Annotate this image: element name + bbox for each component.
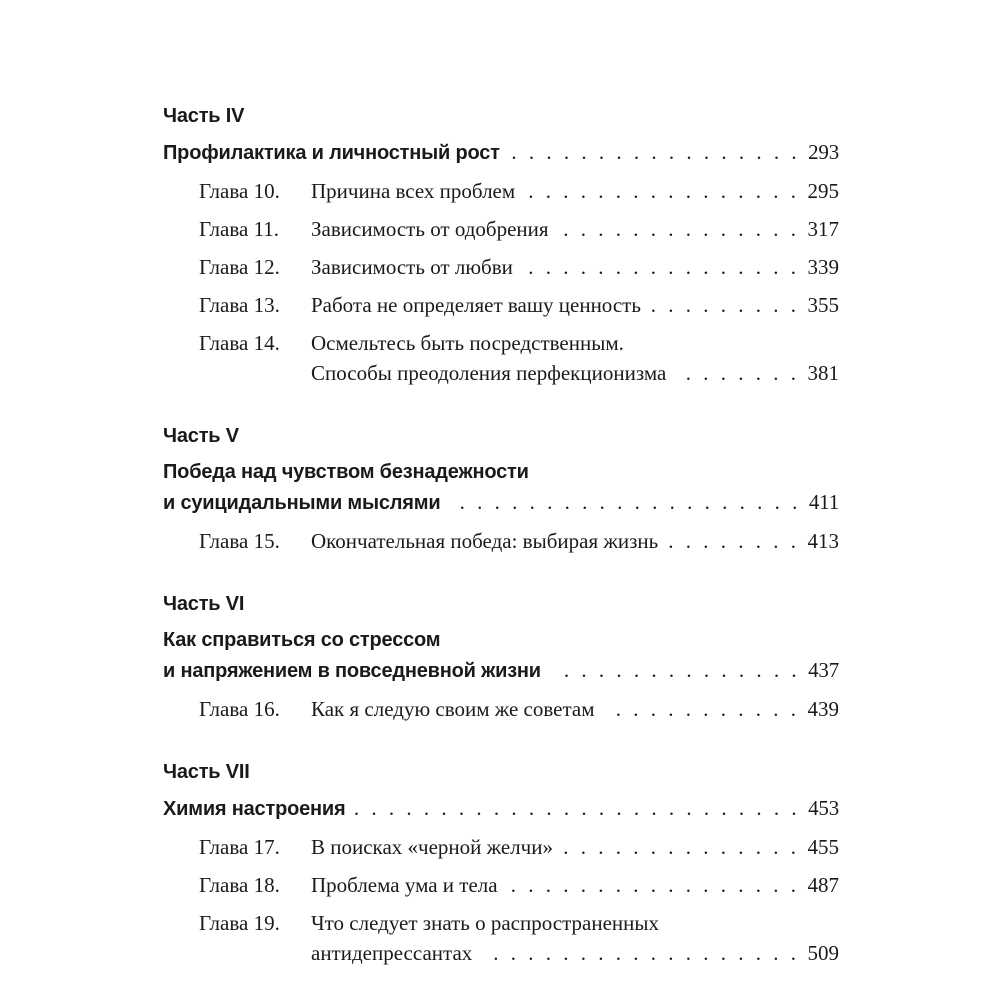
dot-leader — [559, 214, 800, 244]
chapter-title-text: Окончательная победа: выбирая жизнь — [311, 529, 659, 553]
chapter-entry[interactable] — [163, 694, 839, 724]
chapter-title-line — [311, 832, 839, 862]
chapter-label: Глава 19. — [199, 911, 280, 935]
chapter-label: Глава 14. — [199, 331, 280, 355]
part-title[interactable] — [163, 137, 839, 168]
chapter-entry[interactable] — [163, 328, 839, 388]
part-title[interactable] — [163, 457, 839, 518]
chapter-title-line — [311, 870, 839, 900]
chapter-title-text: Причина всех проблем — [311, 179, 516, 203]
dot-leader — [563, 832, 800, 862]
part-section — [163, 592, 839, 724]
dot-leader — [450, 487, 800, 517]
chapter-title-text: Осмельтесь быть посредственным. — [311, 331, 624, 355]
dot-leader — [551, 655, 800, 685]
chapter-list — [163, 526, 839, 556]
chapter-title-text: Зависимость от любви — [311, 255, 513, 279]
chapter-label: Глава 12. — [199, 255, 280, 279]
chapter-page-number: 413 — [807, 529, 839, 553]
chapter-title-line — [311, 328, 839, 358]
part-title[interactable] — [163, 625, 839, 686]
chapter-title — [311, 176, 839, 206]
chapter-list — [163, 694, 839, 724]
chapter-page-number: 339 — [807, 255, 839, 279]
part-title-line — [163, 137, 839, 168]
chapter-label: Глава 18. — [199, 873, 280, 897]
chapter-entry[interactable] — [163, 176, 839, 206]
chapter-title-line — [311, 938, 839, 968]
chapter-title-line — [311, 214, 839, 244]
chapter-title-text: В поисках «черной желчи» — [311, 835, 553, 859]
chapter-label: Глава 17. — [199, 835, 280, 859]
chapter-label: Глава 16. — [199, 697, 280, 721]
part-label: Часть VII — [163, 761, 250, 783]
part-page-number: 437 — [808, 658, 839, 682]
dot-leader — [508, 870, 800, 900]
chapter-entry[interactable] — [163, 214, 839, 244]
chapter-title-line — [311, 176, 839, 206]
chapter-page-number: 295 — [807, 179, 839, 203]
part-section — [163, 104, 839, 388]
part-section — [163, 424, 839, 556]
chapter-page-number: 487 — [807, 873, 839, 897]
chapter-entry[interactable] — [163, 908, 839, 968]
table-of-contents — [163, 104, 839, 1004]
part-page-number: 293 — [808, 140, 839, 164]
chapter-list — [163, 832, 839, 968]
chapter-title-text: Способы преодоления перфекционизма — [311, 361, 667, 385]
chapter-entry[interactable] — [163, 870, 839, 900]
chapter-label: Глава 10. — [199, 179, 280, 203]
chapter-title-line — [311, 908, 839, 938]
chapter-list — [163, 176, 839, 388]
chapter-page-number: 317 — [807, 217, 839, 241]
chapter-title-text: Проблема ума и тела — [311, 873, 498, 897]
part-page-number: 411 — [808, 490, 839, 514]
dot-leader — [510, 137, 800, 167]
chapter-page-number: 509 — [807, 941, 839, 965]
chapter-title — [311, 214, 839, 244]
chapter-label: Глава 13. — [199, 293, 280, 317]
chapter-title — [311, 870, 839, 900]
chapter-title-line — [311, 358, 839, 388]
part-title-line — [163, 655, 839, 686]
chapter-title — [311, 832, 839, 862]
chapter-title — [311, 290, 839, 320]
dot-leader — [605, 694, 800, 724]
chapter-page-number: 455 — [807, 835, 839, 859]
chapter-entry[interactable] — [163, 832, 839, 862]
chapter-title-text: антидепрессантах — [311, 941, 473, 965]
chapter-entry[interactable] — [163, 526, 839, 556]
chapter-title-text: Работа не определяет вашу ценность — [311, 293, 641, 317]
part-label: Часть VI — [163, 593, 245, 615]
chapter-title-line — [311, 526, 839, 556]
chapter-title-line — [311, 290, 839, 320]
dot-leader — [651, 290, 800, 320]
chapter-label: Глава 11. — [199, 217, 280, 241]
dot-leader — [355, 793, 800, 823]
chapter-title — [311, 694, 839, 724]
chapter-title — [311, 908, 839, 968]
dot-leader — [482, 938, 799, 968]
chapter-page-number: 439 — [807, 697, 839, 721]
chapter-title-line — [311, 252, 839, 282]
part-title-text: Победа над чувством безнадежности — [163, 461, 529, 483]
chapter-entry[interactable] — [163, 290, 839, 320]
part-title-text: Профилактика и личностный рост — [163, 142, 500, 164]
chapter-entry[interactable] — [163, 252, 839, 282]
chapter-page-number: 381 — [807, 361, 839, 385]
chapter-title-line — [311, 694, 839, 724]
chapter-title — [311, 328, 839, 388]
dot-leader — [668, 526, 799, 556]
dot-leader — [523, 252, 800, 282]
part-title-line — [163, 457, 839, 487]
chapter-title — [311, 252, 839, 282]
chapter-title — [311, 526, 839, 556]
chapter-page-number: 355 — [807, 293, 839, 317]
part-section — [163, 760, 839, 968]
part-title-line — [163, 625, 839, 655]
dot-leader — [676, 358, 799, 388]
chapter-title-text: Как я следую своим же советам — [311, 697, 595, 721]
part-title-line — [163, 793, 839, 824]
part-title-text: Как справиться со стрессом — [163, 629, 441, 651]
part-title-text: и напряжением в повседневной жизни — [163, 660, 541, 682]
part-title-text: и суицидальными мыслями — [163, 492, 441, 514]
part-page-number: 453 — [808, 796, 839, 820]
part-title-line — [163, 487, 839, 518]
part-label: Часть V — [163, 425, 239, 447]
dot-leader — [525, 176, 799, 206]
chapter-label: Глава 15. — [199, 529, 280, 553]
chapter-title-text: Зависимость от одобрения — [311, 217, 549, 241]
part-title[interactable] — [163, 793, 839, 824]
part-title-text: Химия настроения — [163, 798, 346, 820]
part-label: Часть IV — [163, 105, 245, 127]
chapter-title-text: Что следует знать о распространенных — [311, 911, 659, 935]
